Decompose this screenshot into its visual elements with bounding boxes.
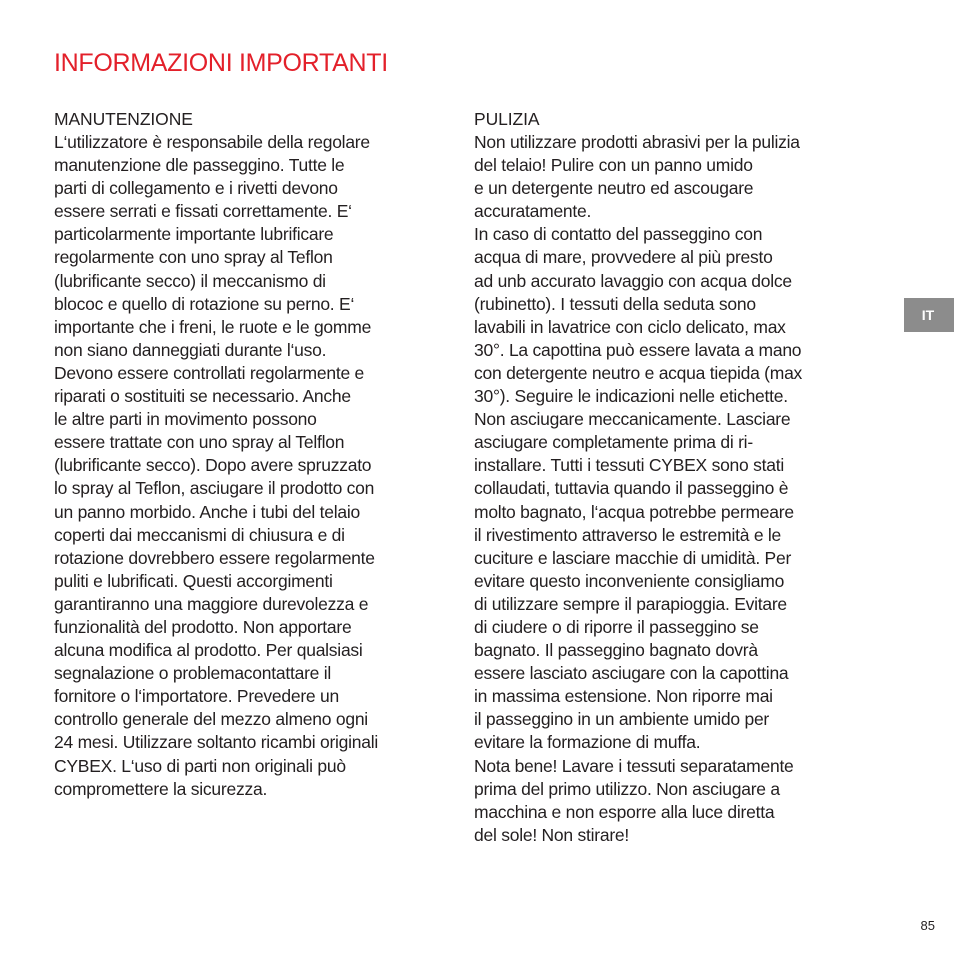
text-line: bagnato. Il passeggino bagnato dovrà: [474, 640, 758, 661]
text-line: alcuna modifica al prodotto. Per qualsiasi: [54, 640, 363, 661]
text-line: Nota bene! Lavare i tessuti separatamente: [474, 755, 794, 776]
maintenance-text: [54, 131, 444, 801]
text-line: (lubrificante secco) il meccanismo di: [54, 270, 326, 291]
text-line: e un detergente neutro ed ascougare: [474, 178, 754, 199]
text-line: prima del primo utilizzo. Non asciugare a: [474, 778, 780, 799]
text-line: di utilizzare sempre il parapioggia. Evitare: [474, 593, 787, 614]
text-line: puliti e lubrificati. Questi accorgimenti: [54, 570, 333, 591]
text-line: ad unb accurato lavaggio con acqua dolce: [474, 270, 792, 291]
text-line: CYBEX. L‘uso di parti non originali può: [54, 755, 346, 776]
text-line: L‘utilizzatore è responsabile della regolare: [54, 132, 370, 152]
text-line: manutenzione dle passeggino. Tutte le: [54, 155, 345, 176]
text-line: rotazione dovrebbero essere regolarmente: [54, 547, 375, 568]
text-line: un panno morbido. Anche i tubi del telaio: [54, 501, 360, 522]
text-line: con detergente neutro e acqua tiepida (max: [474, 362, 803, 383]
text-line: evitare la formazione di muffa.: [474, 732, 701, 753]
text-line: blococ e quello di rotazione su perno. E‘: [54, 293, 355, 314]
text-line: collaudati, tuttavia quando il passeggino è: [474, 478, 789, 499]
text-line: in massima estensione. Non riporre mai: [474, 686, 773, 707]
text-line: controllo generale del mezzo almeno ogni: [54, 709, 368, 730]
text-line: parti di collegamento e i rivetti devono: [54, 178, 338, 199]
text-line: (rubinetto). I tessuti della seduta sono: [474, 293, 756, 314]
text-line: di ciudere o di riporre il passeggino se: [474, 616, 759, 637]
text-line: lavabili in lavatrice con ciclo delicato, max: [474, 316, 786, 337]
text-line: riparati o sostituiti se necessario. Anche: [54, 386, 351, 407]
text-line: le altre parti in movimento possono: [54, 409, 317, 430]
maintenance-heading: MANUTENZIONE: [54, 109, 193, 129]
cleaning-heading: PULIZIA: [474, 109, 540, 129]
text-line: non siano danneggiati durante l‘uso.: [54, 339, 327, 360]
text-line: In caso di contatto del passeggino con: [474, 224, 763, 245]
text-line: accuratamente.: [474, 201, 592, 222]
text-line: coperti dai meccanismi di chiusura e di: [54, 524, 345, 545]
page-title: INFORMAZIONI IMPORTANTI: [54, 49, 388, 77]
text-line: asciugare completamente prima di ri-: [474, 432, 753, 453]
cleaning-section: [474, 108, 864, 847]
text-line: cuciture e lasciare macchie di umidità. Per: [474, 547, 792, 568]
text-line: funzionalità del prodotto. Non apportare: [54, 616, 352, 637]
page-number: 85: [920, 918, 935, 933]
text-line: segnalazione o problemacontattare il: [54, 663, 332, 684]
text-line: importante che i freni, le ruote e le gomme: [54, 316, 372, 337]
text-line: 24 mesi. Utilizzare soltanto ricambi originali: [54, 732, 379, 753]
cleaning-text: [474, 131, 864, 847]
text-line: compromettere la sicurezza.: [54, 778, 268, 799]
text-line: acqua di mare, provvedere al più presto: [474, 247, 773, 268]
text-line: il passeggino in un ambiente umido per: [474, 709, 769, 730]
text-line: garantiranno una maggiore durevolezza e: [54, 593, 369, 614]
text-line: del telaio! Pulire con un panno umido: [474, 155, 753, 176]
text-line: regolarmente con uno spray al Teflon: [54, 247, 333, 268]
text-line: Non asciugare meccanicamente. Lasciare: [474, 409, 791, 430]
text-line: particolarmente importante lubrificare: [54, 224, 334, 245]
text-line: essere lasciato asciugare con la capottina: [474, 663, 789, 684]
text-line: 30°. La capottina può essere lavata a mano: [474, 339, 802, 360]
text-line: Devono essere controllati regolarmente e: [54, 362, 365, 383]
text-line: 30°). Seguire le indicazioni nelle etichette.: [474, 386, 788, 407]
text-line: evitare questo inconveniente consigliamo: [474, 570, 785, 591]
text-line: del sole! Non stirare!: [474, 824, 629, 845]
language-tab: IT: [904, 298, 954, 332]
text-line: (lubrificante secco). Dopo avere spruzzato: [54, 455, 372, 476]
text-line: essere trattate con uno spray al Telflon: [54, 432, 345, 453]
maintenance-section: [54, 108, 444, 801]
text-line: Non utilizzare prodotti abrasivi per la pulizia: [474, 132, 800, 152]
text-line: macchina e non esporre alla luce diretta: [474, 801, 775, 822]
text-line: installare. Tutti i tessuti CYBEX sono stati: [474, 455, 784, 476]
text-line: fornitore o l‘importatore. Prevedere un: [54, 686, 339, 707]
text-line: lo spray al Teflon, asciugare il prodotto con: [54, 478, 375, 499]
text-line: essere serrati e fissati correttamente. E‘: [54, 201, 352, 222]
text-line: il rivestimento attraverso le estremità e le: [474, 524, 782, 545]
text-line: molto bagnato, l‘acqua potrebbe permeare: [474, 501, 794, 522]
